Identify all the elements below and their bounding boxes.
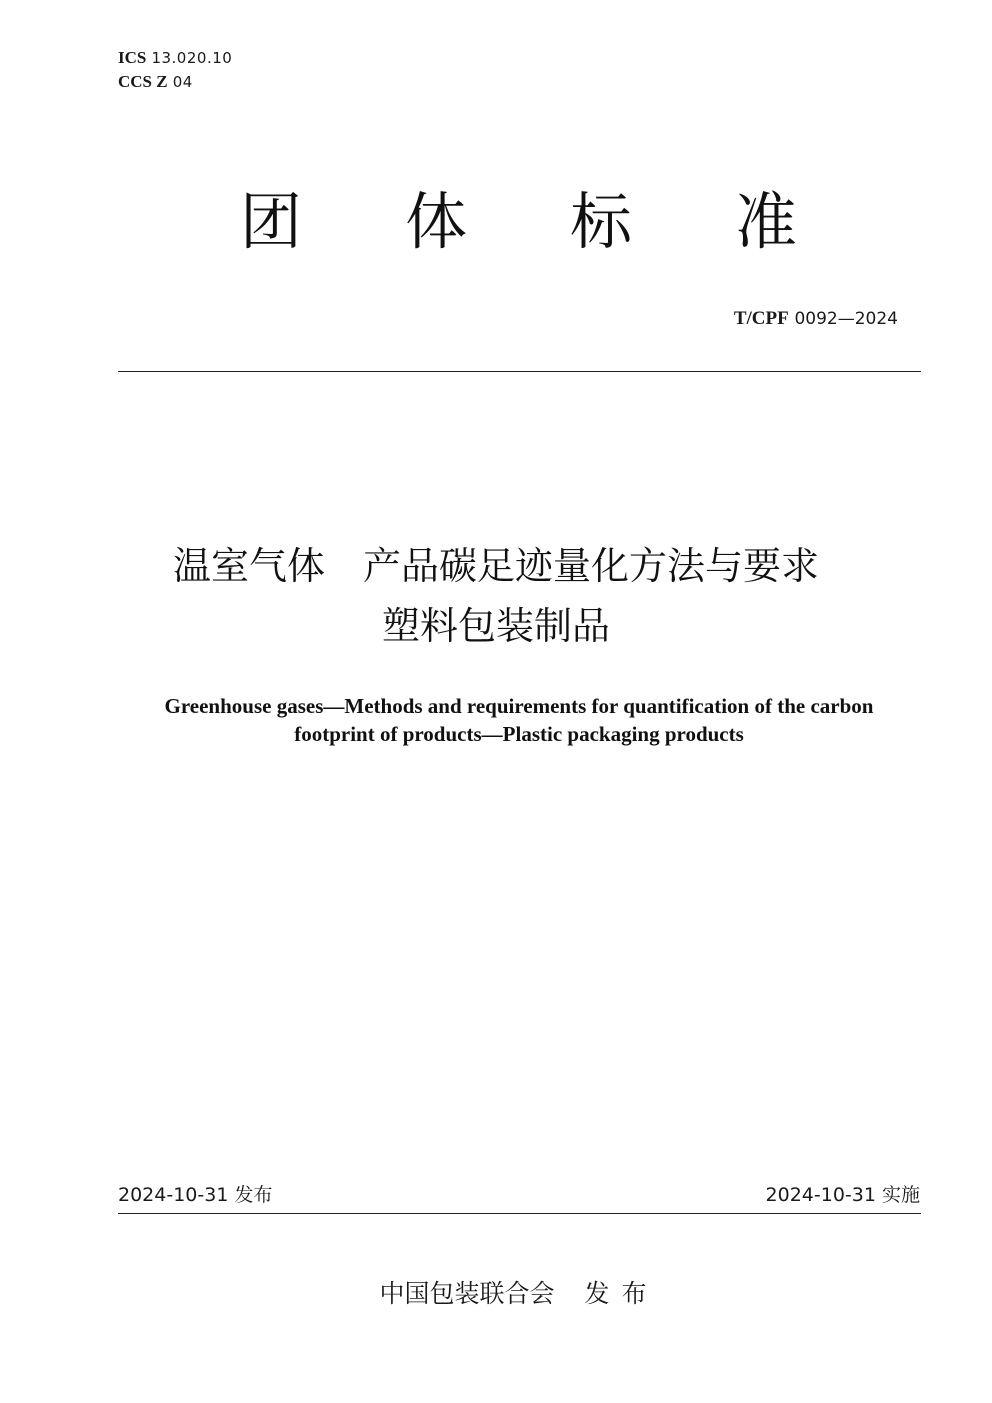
publisher-line [0, 1276, 992, 1312]
ics-classification [118, 48, 232, 68]
chinese-title-line-1: 温室气体 产品碳足迹量化方法与要求 [172, 544, 819, 588]
heading-char-2: 体 [405, 185, 468, 258]
bottom-divider [118, 1213, 921, 1214]
heading-char-3: 标 [570, 185, 633, 258]
publisher-action: 发布 [584, 1279, 659, 1308]
ccs-label: CCS Z [118, 72, 168, 91]
ccs-classification [118, 72, 193, 92]
standard-prefix: T/CPF [733, 308, 789, 329]
issue-date: 2024-10-31 发布 [118, 1184, 273, 1206]
document-type-heading [0, 182, 992, 262]
standard-number [734, 306, 898, 332]
heading-char-1: 团 [240, 185, 303, 258]
ics-value: 13.020.10 [151, 49, 233, 67]
heading-char-4: 准 [735, 185, 798, 258]
implementation-date: 2024-10-31 实施 [765, 1184, 920, 1206]
ics-label: ICS [118, 48, 147, 67]
standard-code: 0092—2024 [794, 309, 898, 329]
english-title-line-1: Greenhouse gases—Methods and requirements for quantification of the carbon [164, 694, 874, 718]
english-title-line-2: footprint of products—Plastic packaging products [294, 722, 744, 746]
publisher-name: 中国包装联合会 [379, 1279, 555, 1308]
ccs-value: 04 [172, 73, 193, 91]
top-divider [118, 371, 921, 372]
chinese-title-line-2: 塑料包装制品 [381, 604, 610, 648]
